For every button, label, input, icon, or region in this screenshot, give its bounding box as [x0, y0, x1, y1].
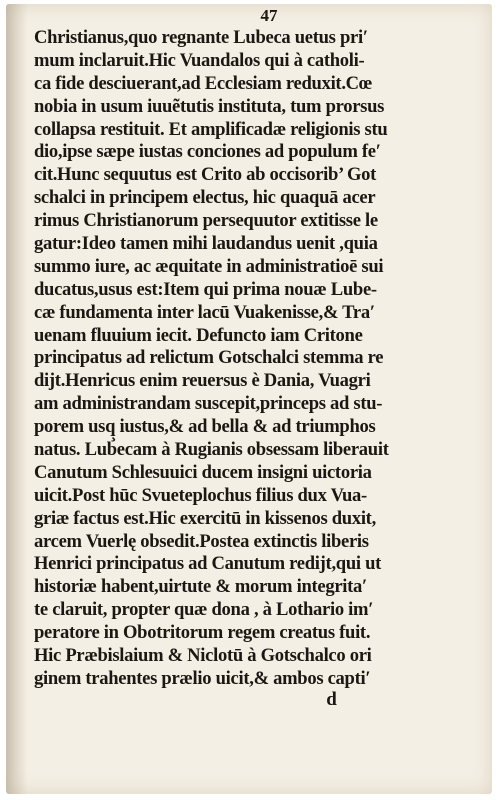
text-line: mum inclaruit.Hic Vuandalos qui à catholi- — [34, 49, 365, 71]
page-number: 47 — [260, 6, 278, 25]
text-line: uenam fluuium iecit. Defuncto iam Critone — [34, 324, 363, 346]
text-line: Christianus,quo regnante Lubeca uetus pri′ — [34, 27, 368, 48]
text-line: principatus ad relictum Gotschalci stemma re — [34, 347, 384, 369]
text-line: collapsa restituit. Et amplificadæ religionis stu — [34, 118, 388, 140]
text-line: ginem trahentes prælio uicit,& ambos capti′ — [34, 667, 371, 689]
text-line: nobia in usum iuuẽtutis instituta, tum prorsus — [34, 95, 385, 117]
text-line: Canutum Schlesuuici ducem insigni uictoria — [34, 461, 372, 483]
text-line: arcem Vuerlę obsedit.Postea extinctis liberis — [34, 530, 369, 552]
text-line: historiæ habent,uirtute & morum integrita′ — [34, 576, 367, 598]
binding-gutter-shadow — [6, 4, 28, 794]
text-line: schalci in principem electus, hic quaquā acer — [34, 187, 376, 209]
text-line: porem usq̧ iustus,& ad bella & ad triumphos — [34, 416, 376, 438]
text-line: ca fide desciuerant,ad Ecclesiam reduxit.Cœ — [34, 72, 372, 94]
text-line: dijt.Henricus enim reuersus è Dania, Vuagri — [34, 370, 371, 392]
text-line: gatur:Ideo tamen mihi laudandus uenit ,quia — [34, 233, 378, 255]
text-line: am administrandam suscepit,princeps ad stu- — [34, 393, 383, 415]
text-line: ducatus,usus est:Item qui prima nouæ Lube- — [34, 278, 377, 300]
signature-mark: d — [326, 689, 337, 710]
text-line: Hic Præbislaium & Niclotū à Gotschalco ori — [34, 645, 372, 667]
body-text — [34, 27, 474, 691]
text-line: griæ factus est.Hic exercitū in kissenos duxit, — [34, 507, 376, 529]
text-line: natus. Lubecam à Rugianis obsessam liberauit — [34, 439, 389, 461]
text-line: cit.Hunc sequutus est Crito ab occisorib’ Got — [34, 164, 377, 186]
text-line: Henrici principatus ad Canutum redijt,qui ut — [34, 553, 382, 575]
text-line: peratore in Obotritorum regem creatus fuit. — [34, 622, 371, 644]
text-line: dio,ipse sæpe iustas conciones ad populum fe′ — [34, 141, 381, 163]
text-line: rimus Christianorum persequutor extitisse le — [34, 210, 378, 232]
text-line: cæ fundamenta inter lacū Vuakenisse,& Tra′ — [34, 301, 375, 323]
text-line: te claruit, propter quæ dona , à Lothario im′ — [34, 599, 374, 621]
text-line: summo iure, ac æquitate in administratioē sui — [34, 255, 384, 277]
text-line: uicit.Post hūc Svueteplochus filius dux Vua- — [34, 484, 367, 506]
